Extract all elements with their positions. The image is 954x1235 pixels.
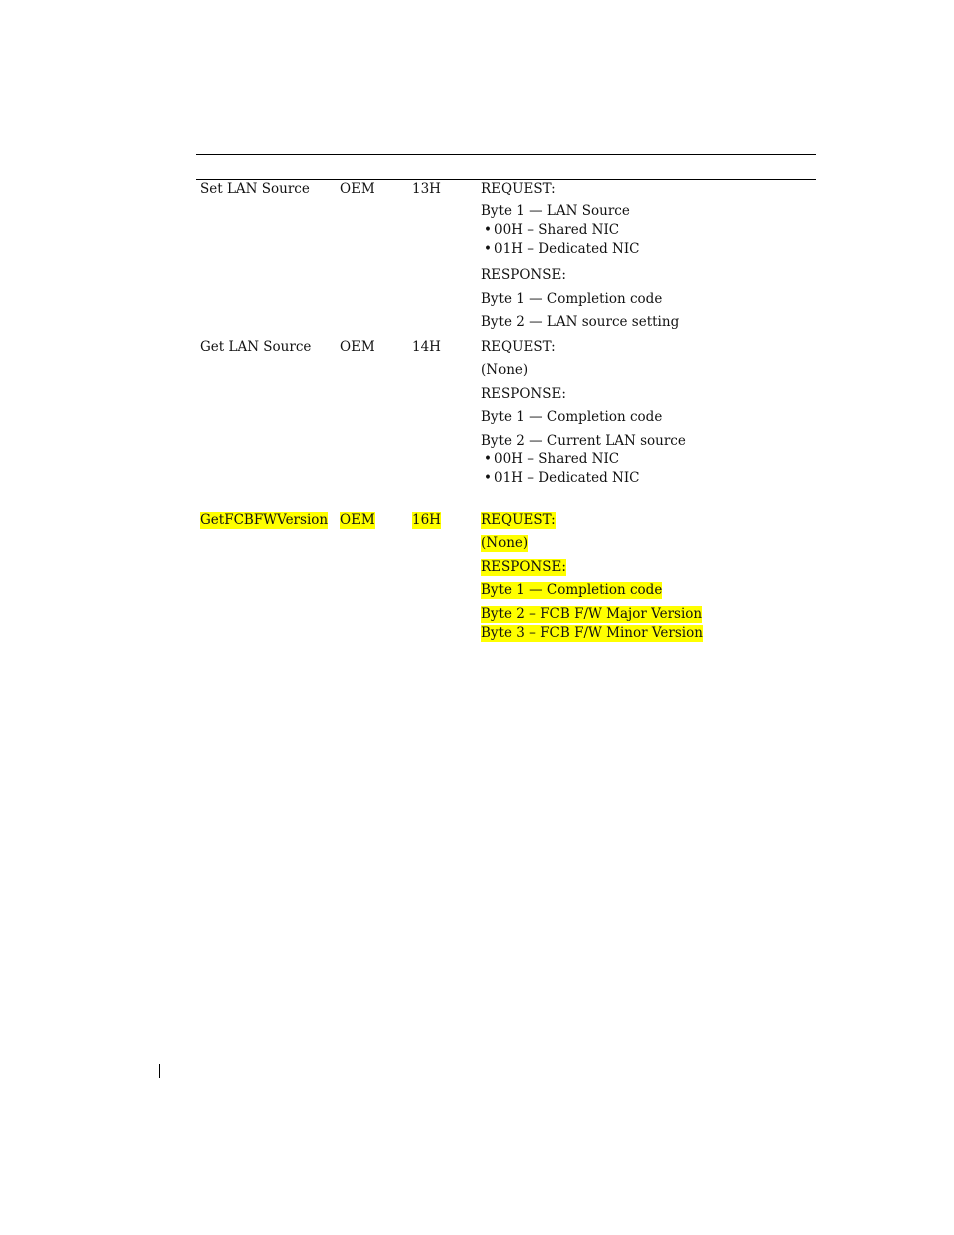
netfn-cell: OEM [340,339,375,355]
command-code: 13H [412,181,441,197]
bullet-item [484,222,619,239]
bullet-item [484,451,619,468]
margin-change-bar [159,1064,160,1078]
bullet-text: 00H – Shared NIC [494,451,620,467]
table-header-rule [196,179,816,180]
response-line: Byte 3 – FCB F/W Minor Version [481,625,703,641]
command-name: Set LAN Source [200,181,310,197]
netfn-cell: OEM [340,512,375,528]
netfn-cell: OEM [340,181,375,197]
bullet-text: 01H – Dedicated NIC [494,470,640,486]
bullet-item [484,241,640,258]
response-line: Byte 1 — Completion code [481,409,663,425]
bullet-item [484,470,640,487]
response-line: Byte 2 – FCB F/W Major Version [481,606,703,622]
command-code: 16H [412,512,441,528]
response-label: RESPONSE: [481,559,566,575]
bullet-text: 01H – Dedicated NIC [494,241,640,257]
request-label: REQUEST: [481,181,556,197]
request-label: REQUEST: [481,339,556,355]
response-label: RESPONSE: [481,386,566,402]
response-line: Byte 1 — Completion code [481,291,663,307]
request-line: (None) [481,362,529,378]
bullet-text: 00H – Shared NIC [494,222,620,238]
response-line: Byte 1 — Completion code [481,582,663,598]
command-name: GetFCBFWVersion [200,512,329,528]
response-line: Byte 2 — Current LAN source [481,433,686,449]
table-top-rule [196,154,816,155]
command-name: Get LAN Source [200,339,312,355]
request-line: (None) [481,535,529,551]
command-code: 14H [412,339,441,355]
response-label: RESPONSE: [481,267,566,283]
request-line: Byte 1 — LAN Source [481,203,630,219]
request-label: REQUEST: [481,512,556,528]
response-line: Byte 2 — LAN source setting [481,314,680,330]
